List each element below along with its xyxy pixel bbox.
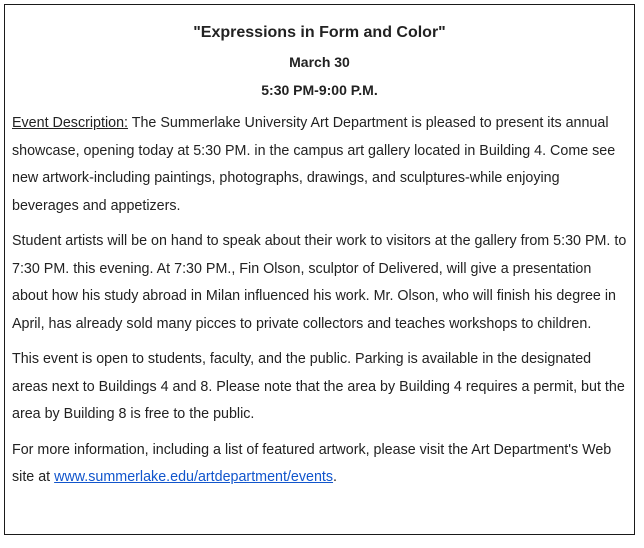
event-title: "Expressions in Form and Color" <box>193 24 446 41</box>
event-header <box>12 23 627 99</box>
document-frame <box>4 4 635 535</box>
event-date: March 30 <box>289 54 350 70</box>
event-time: 5:30 PM-9:00 P.M. <box>261 82 378 98</box>
art-department-events-link[interactable]: www.summerlake.edu/artdepartment/events <box>54 469 334 485</box>
event-description-text: The Summerlake University Art Department is pleased to present its annual showcase, opening today at 5:30 PM. in the campus art gallery located in Building 4. Come see new artwork-including paintings, photographs, drawings, and sculptures-while enjoying beverages and appetizers. <box>12 115 616 214</box>
paragraph-student-artists: Student artists will be on hand to speak about their work to visitors at the gallery from 5:30 PM. to 7:30 PM. this evening. At 7:30 PM., Fin Olson, sculptor of Delivered, will give a presentation about how his study abroad in Milan influenced his work. Mr. Olson, who will finish his degree in April, has already sold many picces to private collectors and teaches workshops to children. <box>12 233 627 332</box>
event-description-label: Event Description: <box>12 115 129 131</box>
more-info-text: For more information, including a list of featured artwork, please visit the Art Department's Web site at <box>12 441 612 485</box>
more-info-period: . <box>333 469 338 485</box>
paragraph-more-info <box>12 437 627 492</box>
paragraph-parking: This event is open to students, faculty, and the public. Parking is available in the designated areas next to Buildings 4 and 8. Please note that the area by Building 4 requires a permit, but the area by Building 8 is free to the public. <box>12 351 625 422</box>
paragraph-event-description <box>12 110 627 220</box>
